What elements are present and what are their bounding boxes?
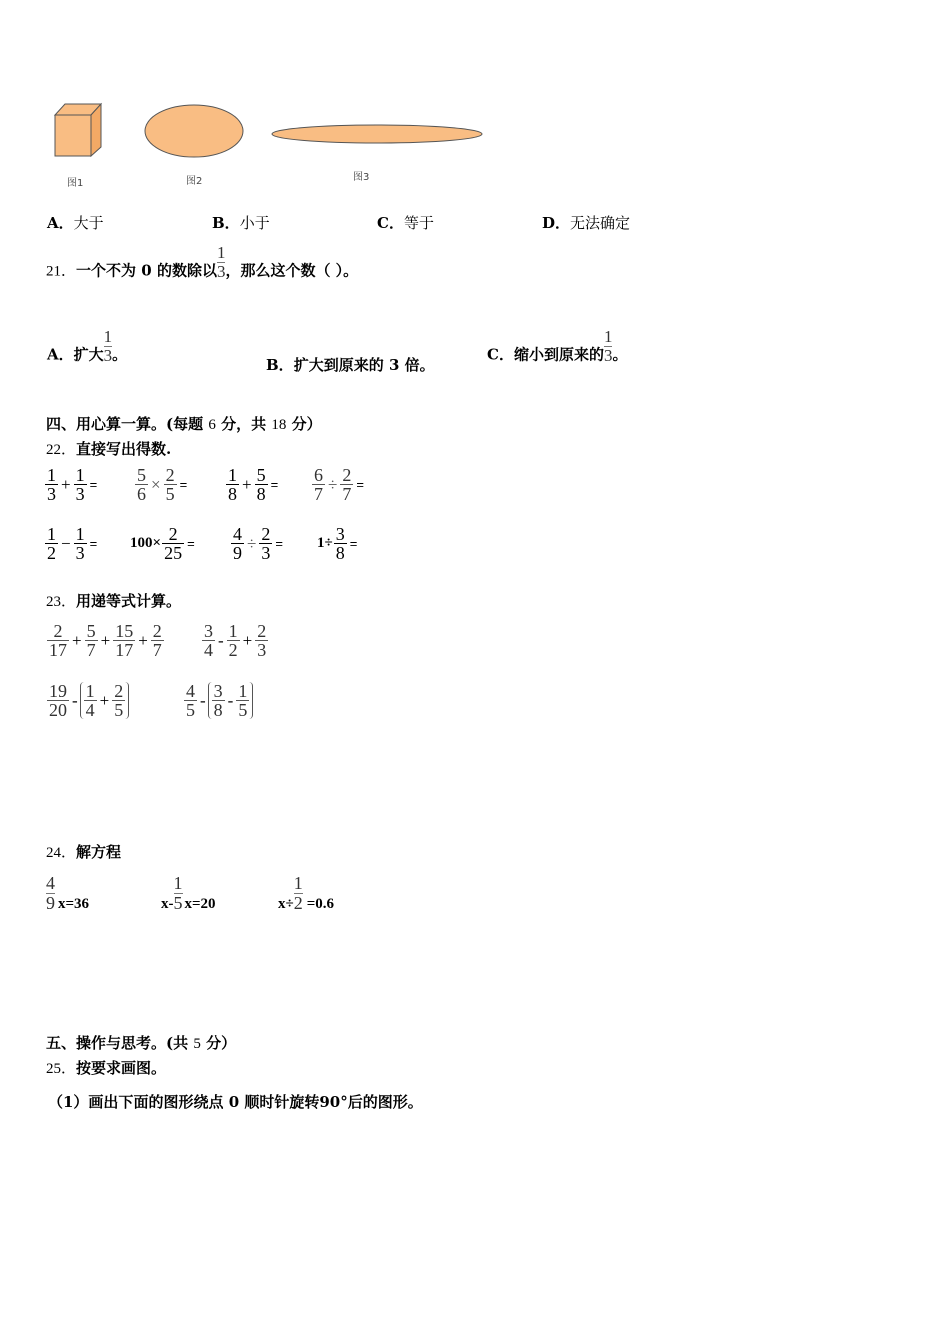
operator: -	[200, 690, 206, 710]
q22-item-1	[44, 466, 97, 503]
option-text: 大于	[73, 214, 104, 232]
q23-expression-4	[183, 682, 253, 719]
numerator: 2	[168, 524, 178, 544]
figure-caption-3: 图3	[353, 172, 370, 183]
numerator: 2	[261, 524, 271, 544]
question-text: 直接写出得数.	[76, 440, 172, 458]
denominator: 2	[47, 543, 56, 563]
equals: =	[89, 536, 98, 551]
numerator: 2	[152, 621, 162, 641]
fraction	[231, 525, 244, 562]
fraction	[236, 682, 249, 719]
denominator: 8	[213, 700, 223, 720]
denominator: 2	[228, 640, 238, 660]
q21-option-a[interactable]	[47, 328, 127, 365]
equals: =	[356, 477, 364, 492]
denominator: 7	[342, 484, 352, 504]
fraction	[45, 466, 58, 503]
fraction	[85, 622, 98, 659]
equals: =	[187, 536, 195, 551]
operator: +	[138, 630, 148, 650]
denominator: 5	[173, 892, 183, 913]
option-letter: A．	[47, 214, 74, 232]
ellipse-figure	[145, 105, 243, 157]
question-number: 24．	[46, 845, 77, 861]
fraction	[184, 682, 197, 719]
q23-question	[46, 590, 181, 611]
q24-equation-3	[278, 874, 334, 913]
q24-equation-2	[161, 874, 216, 913]
equation-rest: x=36	[58, 895, 90, 912]
numerator: 4	[46, 873, 55, 893]
q20-option-b[interactable]	[212, 212, 270, 233]
denominator: 20	[49, 700, 67, 720]
q25-question	[46, 1057, 166, 1078]
q22-item-3	[225, 466, 278, 503]
option-letter: A．	[47, 345, 74, 364]
sub-text-b: 顺时针旋转	[244, 1093, 320, 1111]
q21-text-a: 一个不为	[76, 261, 137, 280]
operator: -	[227, 690, 234, 710]
numerator: 1	[47, 465, 56, 485]
denominator: 2	[293, 892, 303, 913]
equation-rest: x=20	[184, 895, 216, 912]
numerator: 1	[238, 681, 248, 701]
denominator: 3	[261, 543, 271, 563]
question-text: 用递等式计算。	[76, 592, 182, 610]
denominator: 3	[75, 543, 85, 563]
numerator: 4	[186, 681, 195, 701]
denominator: 3	[603, 345, 613, 365]
q20-option-d[interactable]	[542, 212, 630, 233]
question-number: 21．	[46, 263, 77, 280]
fraction	[74, 525, 87, 562]
numerator: 1	[85, 681, 95, 701]
denominator: 7	[314, 484, 323, 504]
numerator: 1	[216, 243, 226, 262]
operator: ÷	[247, 533, 257, 553]
denominator: 5	[186, 700, 195, 720]
q21-option-b[interactable]	[266, 354, 435, 375]
option-text: 扩大	[73, 345, 104, 364]
equation-prefix: x÷	[278, 895, 294, 912]
q22-item-4	[311, 466, 364, 503]
flat-ellipse-figure	[272, 125, 482, 143]
denominator: 8	[335, 543, 345, 563]
fraction	[47, 622, 69, 659]
denominator: 8	[228, 484, 237, 504]
section-5-title	[46, 1032, 236, 1053]
denominator: 3	[216, 261, 226, 281]
cube-front	[55, 115, 91, 156]
q21-question	[46, 244, 358, 281]
section-title-b: 分，共	[221, 415, 267, 433]
q22-item-2	[134, 466, 187, 503]
fraction	[202, 622, 215, 659]
fraction	[340, 466, 353, 503]
section-title-a: 四、用心算一算。(每题	[46, 415, 204, 433]
numerator: 3	[213, 681, 223, 701]
option-text: 小于	[239, 214, 270, 232]
question-text: 解方程	[76, 843, 122, 861]
fraction	[47, 682, 69, 719]
option-number: 3	[388, 356, 400, 374]
numerator: 2	[165, 465, 175, 485]
figure-caption-2: 图2	[186, 176, 203, 187]
question-number: 23．	[46, 594, 77, 610]
equation-rest: =0.6	[306, 895, 335, 912]
option-text-end: 倍。	[404, 356, 435, 374]
fraction	[135, 466, 148, 503]
denominator: 17	[49, 640, 67, 660]
numerator: 1	[75, 465, 85, 485]
fraction	[164, 466, 177, 503]
numerator: 2	[342, 465, 352, 485]
denominator: 25	[164, 543, 183, 563]
q21-option-c[interactable]	[487, 328, 627, 365]
section-title-a: 五、操作与思考。(共	[46, 1034, 189, 1052]
fraction	[151, 622, 164, 659]
operator: +	[242, 630, 253, 650]
fraction	[259, 525, 272, 562]
q21-zero: 0	[141, 261, 152, 280]
equation-prefix: x-	[161, 895, 174, 912]
fraction	[112, 682, 125, 719]
q25-subquestion	[48, 1091, 423, 1112]
figure-drawings	[40, 95, 500, 195]
fraction	[46, 874, 55, 913]
denominator: 6	[137, 484, 146, 504]
q22-item-5	[44, 525, 97, 562]
section-total: 18	[271, 417, 287, 433]
equals: =	[89, 477, 98, 492]
option-text: 扩大到原来的	[293, 356, 384, 374]
fraction	[255, 466, 268, 503]
denominator: 4	[204, 640, 213, 660]
numerator: 1	[75, 524, 85, 544]
numerator: 1	[293, 873, 303, 893]
numerator: 1	[103, 327, 113, 346]
option-letter: B．	[212, 214, 240, 232]
question-number: 22．	[46, 442, 77, 458]
cube-figure	[55, 104, 101, 156]
denominator: 5	[238, 700, 248, 720]
q22-question	[46, 438, 171, 459]
equals: =	[179, 477, 188, 492]
denominator: 7	[152, 640, 162, 660]
fraction	[162, 525, 184, 562]
numerator: 1	[47, 524, 56, 544]
denominator: 17	[115, 640, 134, 660]
fraction	[174, 874, 183, 913]
equals: =	[270, 477, 279, 492]
sub-degree: 90°	[319, 1093, 348, 1111]
section-pts: 6	[208, 417, 216, 433]
option-text: 缩小到原来的	[513, 345, 604, 364]
numerator: 1	[228, 465, 237, 485]
numerator: 5	[256, 465, 266, 485]
fraction	[294, 874, 303, 913]
numerator: 2	[257, 621, 267, 641]
q22-item-6	[130, 525, 195, 562]
operator: ÷	[328, 474, 338, 494]
fraction	[113, 622, 135, 659]
numerator: 2	[53, 621, 63, 641]
numerator: 6	[314, 465, 323, 485]
operator: +	[72, 630, 82, 650]
prefix: 1÷	[317, 535, 333, 551]
denominator: 3	[75, 484, 85, 504]
operator: +	[99, 690, 110, 710]
sub-text-c: 后的图形。	[347, 1093, 423, 1111]
question-text: 按要求画图。	[76, 1059, 167, 1077]
q20-option-a[interactable]	[47, 212, 104, 233]
denominator: 8	[256, 484, 266, 504]
q23-expression-2	[201, 622, 269, 659]
numerator: 19	[49, 681, 67, 701]
option-letter: B．	[266, 356, 294, 374]
q24-equation-1	[46, 874, 89, 913]
figure-row	[40, 95, 500, 195]
q23-expression-1	[46, 622, 165, 659]
equals: =	[275, 536, 283, 551]
q20-option-c[interactable]	[377, 212, 434, 233]
fraction	[226, 466, 239, 503]
fraction	[74, 466, 87, 503]
fraction	[227, 622, 240, 659]
numerator: 5	[137, 465, 146, 485]
sub-text-a: （1）画出下面的图形绕点	[48, 1093, 224, 1111]
equals: =	[349, 536, 358, 551]
q24-question	[46, 841, 121, 862]
section-4-title	[46, 413, 322, 434]
q22-item-8	[317, 525, 357, 562]
option-letter: C．	[377, 214, 404, 232]
numerator: 1	[603, 327, 613, 346]
denominator: 3	[257, 640, 267, 660]
q21-text-c: ，那么这个数（ ）。	[225, 261, 359, 280]
denominator: 9	[46, 892, 55, 913]
prefix: 100×	[130, 535, 162, 551]
numerator: 4	[233, 524, 242, 544]
fraction	[312, 466, 325, 503]
denominator: 7	[86, 640, 96, 660]
operator: -	[218, 630, 224, 650]
denominator: 4	[85, 700, 95, 720]
fraction	[84, 682, 97, 719]
operator: −	[61, 533, 71, 553]
fraction	[255, 622, 268, 659]
q21-text-b: 的数除以	[156, 261, 217, 280]
numerator: 3	[204, 621, 213, 641]
figure-caption-1: 图1	[67, 178, 84, 189]
denominator: 5	[165, 484, 175, 504]
section-title-b: 分）	[206, 1034, 237, 1052]
section-title-c: 分）	[291, 415, 322, 433]
option-letter: C．	[487, 345, 514, 364]
question-number: 25．	[46, 1061, 77, 1077]
option-text: 等于	[403, 214, 434, 232]
fraction	[334, 525, 347, 562]
denominator: 9	[233, 543, 242, 563]
operator: ×	[151, 474, 161, 494]
denominator: 3	[103, 345, 113, 365]
option-letter: D．	[542, 214, 571, 232]
option-text: 无法确定	[570, 214, 631, 232]
option-fraction	[104, 328, 113, 365]
denominator: 5	[114, 700, 124, 720]
numerator: 15	[115, 621, 134, 641]
q22-item-7	[230, 525, 283, 562]
numerator: 2	[114, 681, 124, 701]
operator: +	[242, 474, 252, 494]
numerator: 3	[335, 524, 345, 544]
numerator: 1	[173, 873, 183, 893]
operator: +	[100, 630, 111, 650]
fraction	[212, 682, 225, 719]
fraction	[45, 525, 58, 562]
option-end: 。	[612, 345, 628, 364]
numerator: 1	[228, 621, 238, 641]
parentheses	[80, 682, 130, 719]
operator: -	[72, 690, 78, 710]
denominator: 3	[47, 484, 56, 504]
option-end: 。	[112, 345, 128, 364]
section-total: 5	[193, 1036, 201, 1052]
sub-point: 0	[228, 1093, 240, 1111]
q23-expression-3	[46, 682, 129, 719]
numerator: 5	[86, 621, 96, 641]
operator: +	[61, 474, 71, 494]
parentheses	[208, 682, 254, 719]
